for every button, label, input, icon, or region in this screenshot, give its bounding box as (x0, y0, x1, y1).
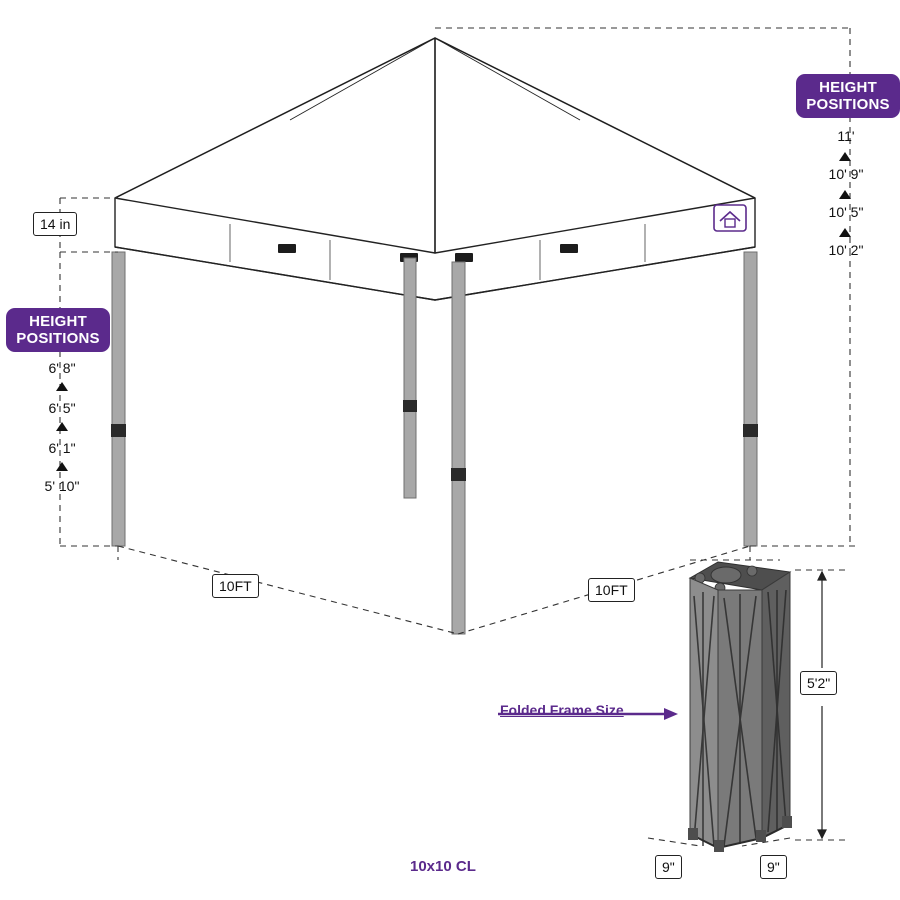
left-height-position-1: 6' 8" (48, 360, 76, 376)
folded-frame-width-left-label: 9" (655, 855, 682, 879)
left-badge-line1: HEIGHT (29, 313, 87, 330)
left-height-position-3: 6' 1" (48, 440, 76, 456)
right-height-position-4: 10' 2" (828, 242, 864, 258)
right-scale-arrows (839, 152, 851, 237)
left-height-position-4: 5' 10" (44, 478, 80, 494)
footprint-front-label: 10FT (212, 574, 259, 598)
right-height-positions-badge (796, 74, 900, 118)
footprint-side-label: 10FT (588, 578, 635, 602)
folded-frame-height-label: 5'2" (800, 671, 837, 695)
right-badge-line1: HEIGHT (819, 79, 877, 96)
brand-logo-icon (714, 205, 746, 231)
folded-frame-caption: Folded Frame Size (500, 702, 624, 718)
folded-frame-width-right-label: 9" (760, 855, 787, 879)
folded-frame-bundle (688, 562, 792, 852)
right-height-position-2: 10' 9" (828, 166, 864, 182)
model-label: 10x10 CL (410, 858, 476, 875)
right-height-position-1: 11' (837, 128, 855, 144)
left-scale-arrows (56, 382, 68, 471)
left-height-position-2: 6' 5" (48, 400, 76, 416)
truss-connector-tabs (278, 244, 578, 262)
left-height-positions-badge (6, 308, 110, 352)
canopy-legs (111, 252, 758, 634)
right-badge-line2: POSITIONS (806, 96, 890, 113)
left-badge-line2: POSITIONS (16, 330, 100, 347)
right-height-position-3: 10' 5" (828, 204, 864, 220)
eave-height-label: 14 in (33, 212, 77, 236)
